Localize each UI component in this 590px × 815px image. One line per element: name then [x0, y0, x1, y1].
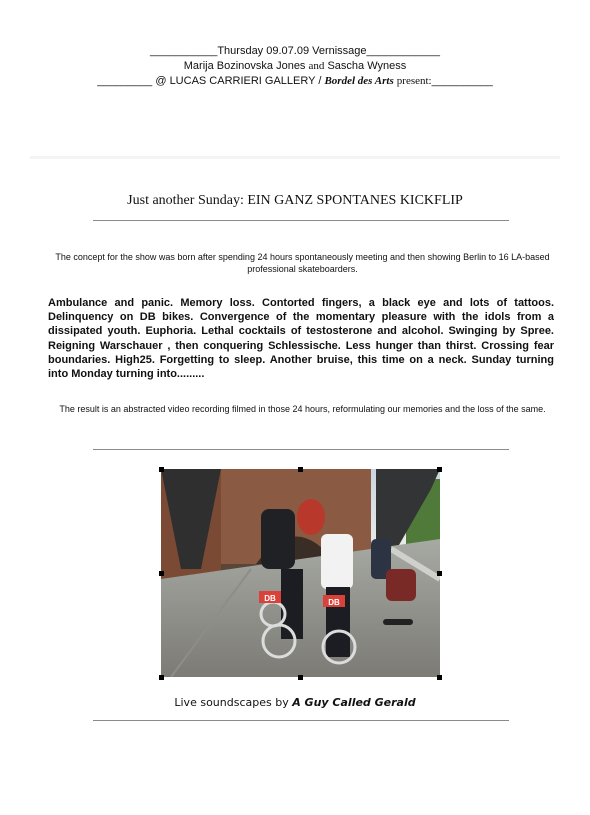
resize-handle[interactable]: [437, 675, 442, 680]
vernissage-date: Thursday 09.07.09 Vernissage: [217, 45, 367, 57]
divider-rule: [93, 220, 509, 221]
faint-divider: [30, 156, 560, 159]
manifesto-paragraph: Ambulance and panic. Memory loss. Contorted fingers, a black eye and lots of tattoos. Delinquency on DB bikes. Convergence of the momentary pleasure with the idols from a dissipated youth. Euphoria. Lethal cocktails of testosterone and alcohol. Swinging by Spree. Reigning Warschauer , then conquering Schlessische. Less hunger than thirst. Crossing fear boundaries. High25. Forgetting to sleep. Another bruise, this time on a neck. Sunday turning into Monday turning into.........: [48, 297, 554, 381]
underline-suffix: __________: [431, 75, 493, 87]
header-line-date: [0, 44, 590, 58]
credit-artist: A Guy Called Gerald: [292, 696, 416, 709]
at-sign: @: [155, 75, 167, 87]
underline-prefix: _________: [97, 75, 153, 87]
underline-suffix: ____________: [366, 45, 440, 57]
credit-prefix: Live soundscapes by: [174, 696, 289, 709]
skaters-photo: [161, 469, 440, 677]
resize-handle[interactable]: [159, 571, 164, 576]
concept-paragraph: The concept for the show was born after spending 24 hours spontaneously meeting and then showing Berlin to 16 LA-based professional skateboarders.: [55, 252, 550, 274]
resize-handle[interactable]: [298, 467, 303, 472]
artist-name-2: Sascha Wyness: [327, 60, 407, 72]
artist-name-1: Marija Bozinovska Jones: [183, 60, 306, 72]
db-label-right: DB: [328, 598, 340, 607]
header-line-artists: [0, 59, 590, 73]
underline-prefix: ___________: [150, 45, 218, 57]
bordel-des-arts: Bordel des Arts: [324, 75, 394, 87]
db-label-left: DB: [264, 594, 276, 603]
resize-handle[interactable]: [437, 571, 442, 576]
resize-handle[interactable]: [159, 467, 164, 472]
resize-handle[interactable]: [298, 675, 303, 680]
resize-handle[interactable]: [437, 467, 442, 472]
page-title: Just another Sunday: EIN GANZ SPONTANES KICKFLIP: [127, 193, 463, 208]
resize-handle[interactable]: [159, 675, 164, 680]
header-line-gallery: [0, 74, 590, 88]
and-word: and: [308, 60, 325, 72]
gallery-name: LUCAS CARRIERI GALLERY /: [169, 75, 322, 87]
result-paragraph: The result is an abstracted video recording filmed in those 24 hours, reformulating our memories and the loss of the same.: [59, 404, 546, 414]
divider-rule: [93, 449, 509, 450]
soundscape-credit: [0, 696, 590, 709]
divider-rule: [93, 720, 509, 721]
present-word: present:: [396, 75, 432, 87]
